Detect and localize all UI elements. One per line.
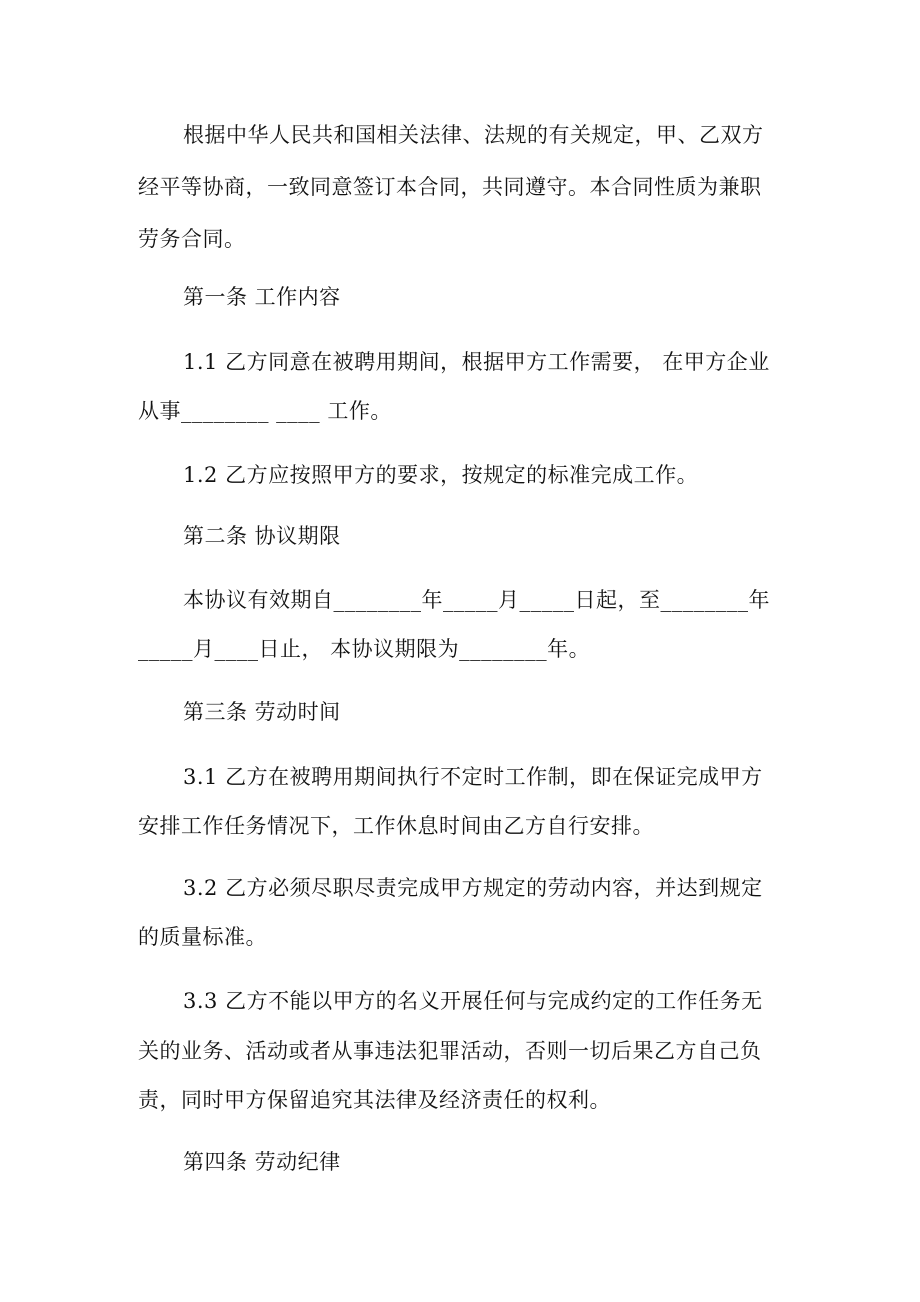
intro-paragraph-line: 劳务合同。 xyxy=(138,227,246,251)
article-2-title: 第二条 协议期限 xyxy=(183,524,341,548)
article-3-title: 第三条 劳动时间 xyxy=(183,700,341,724)
clause-1-1-line: 从事________ ____ 工作。 xyxy=(138,399,392,423)
clause-3-2-line: 的质量标准。 xyxy=(138,925,267,949)
clause-3-1-line: 3.1 乙方在被聘用期间执行不定时工作制，即在保证完成甲方 xyxy=(183,765,763,789)
clause-3-3-line: 3.3 乙方不能以甲方的名义开展任何与完成约定的工作任务无 xyxy=(183,989,763,1013)
term-paragraph-line: 本协议有效期自________年_____月_____日起，至________年 xyxy=(183,588,770,612)
clause-3-3-line: 责，同时甲方保留追究其法律及经济责任的权利。 xyxy=(138,1088,611,1112)
article-4-title: 第四条 劳动纪律 xyxy=(183,1150,341,1174)
clause-3-2-line: 3.2 乙方必须尽职尽责完成甲方规定的劳动内容，并达到规定 xyxy=(183,876,763,900)
article-1-title: 第一条 工作内容 xyxy=(183,285,341,309)
clause-3-1-line: 安排工作任务情况下，工作休息时间由乙方自行安排。 xyxy=(138,814,654,838)
clause-1-2-line: 1.2 乙方应按照甲方的要求，按规定的标准完成工作。 xyxy=(183,463,699,487)
intro-paragraph-line: 根据中华人民共和国相关法律、法规的有关规定，甲、乙双方 xyxy=(183,123,764,147)
clause-1-1-line: 1.1 乙方同意在被聘用期间，根据甲方工作需要， 在甲方企业 xyxy=(183,350,770,374)
term-paragraph-line: _____月____日止， 本协议期限为________年。 xyxy=(138,637,591,661)
clause-3-3-line: 关的业务、活动或者从事违法犯罪活动，否则一切后果乙方自己负 xyxy=(138,1039,762,1063)
intro-paragraph-line: 经平等协商，一致同意签订本合同，共同遵守。本合同性质为兼职 xyxy=(138,175,762,199)
